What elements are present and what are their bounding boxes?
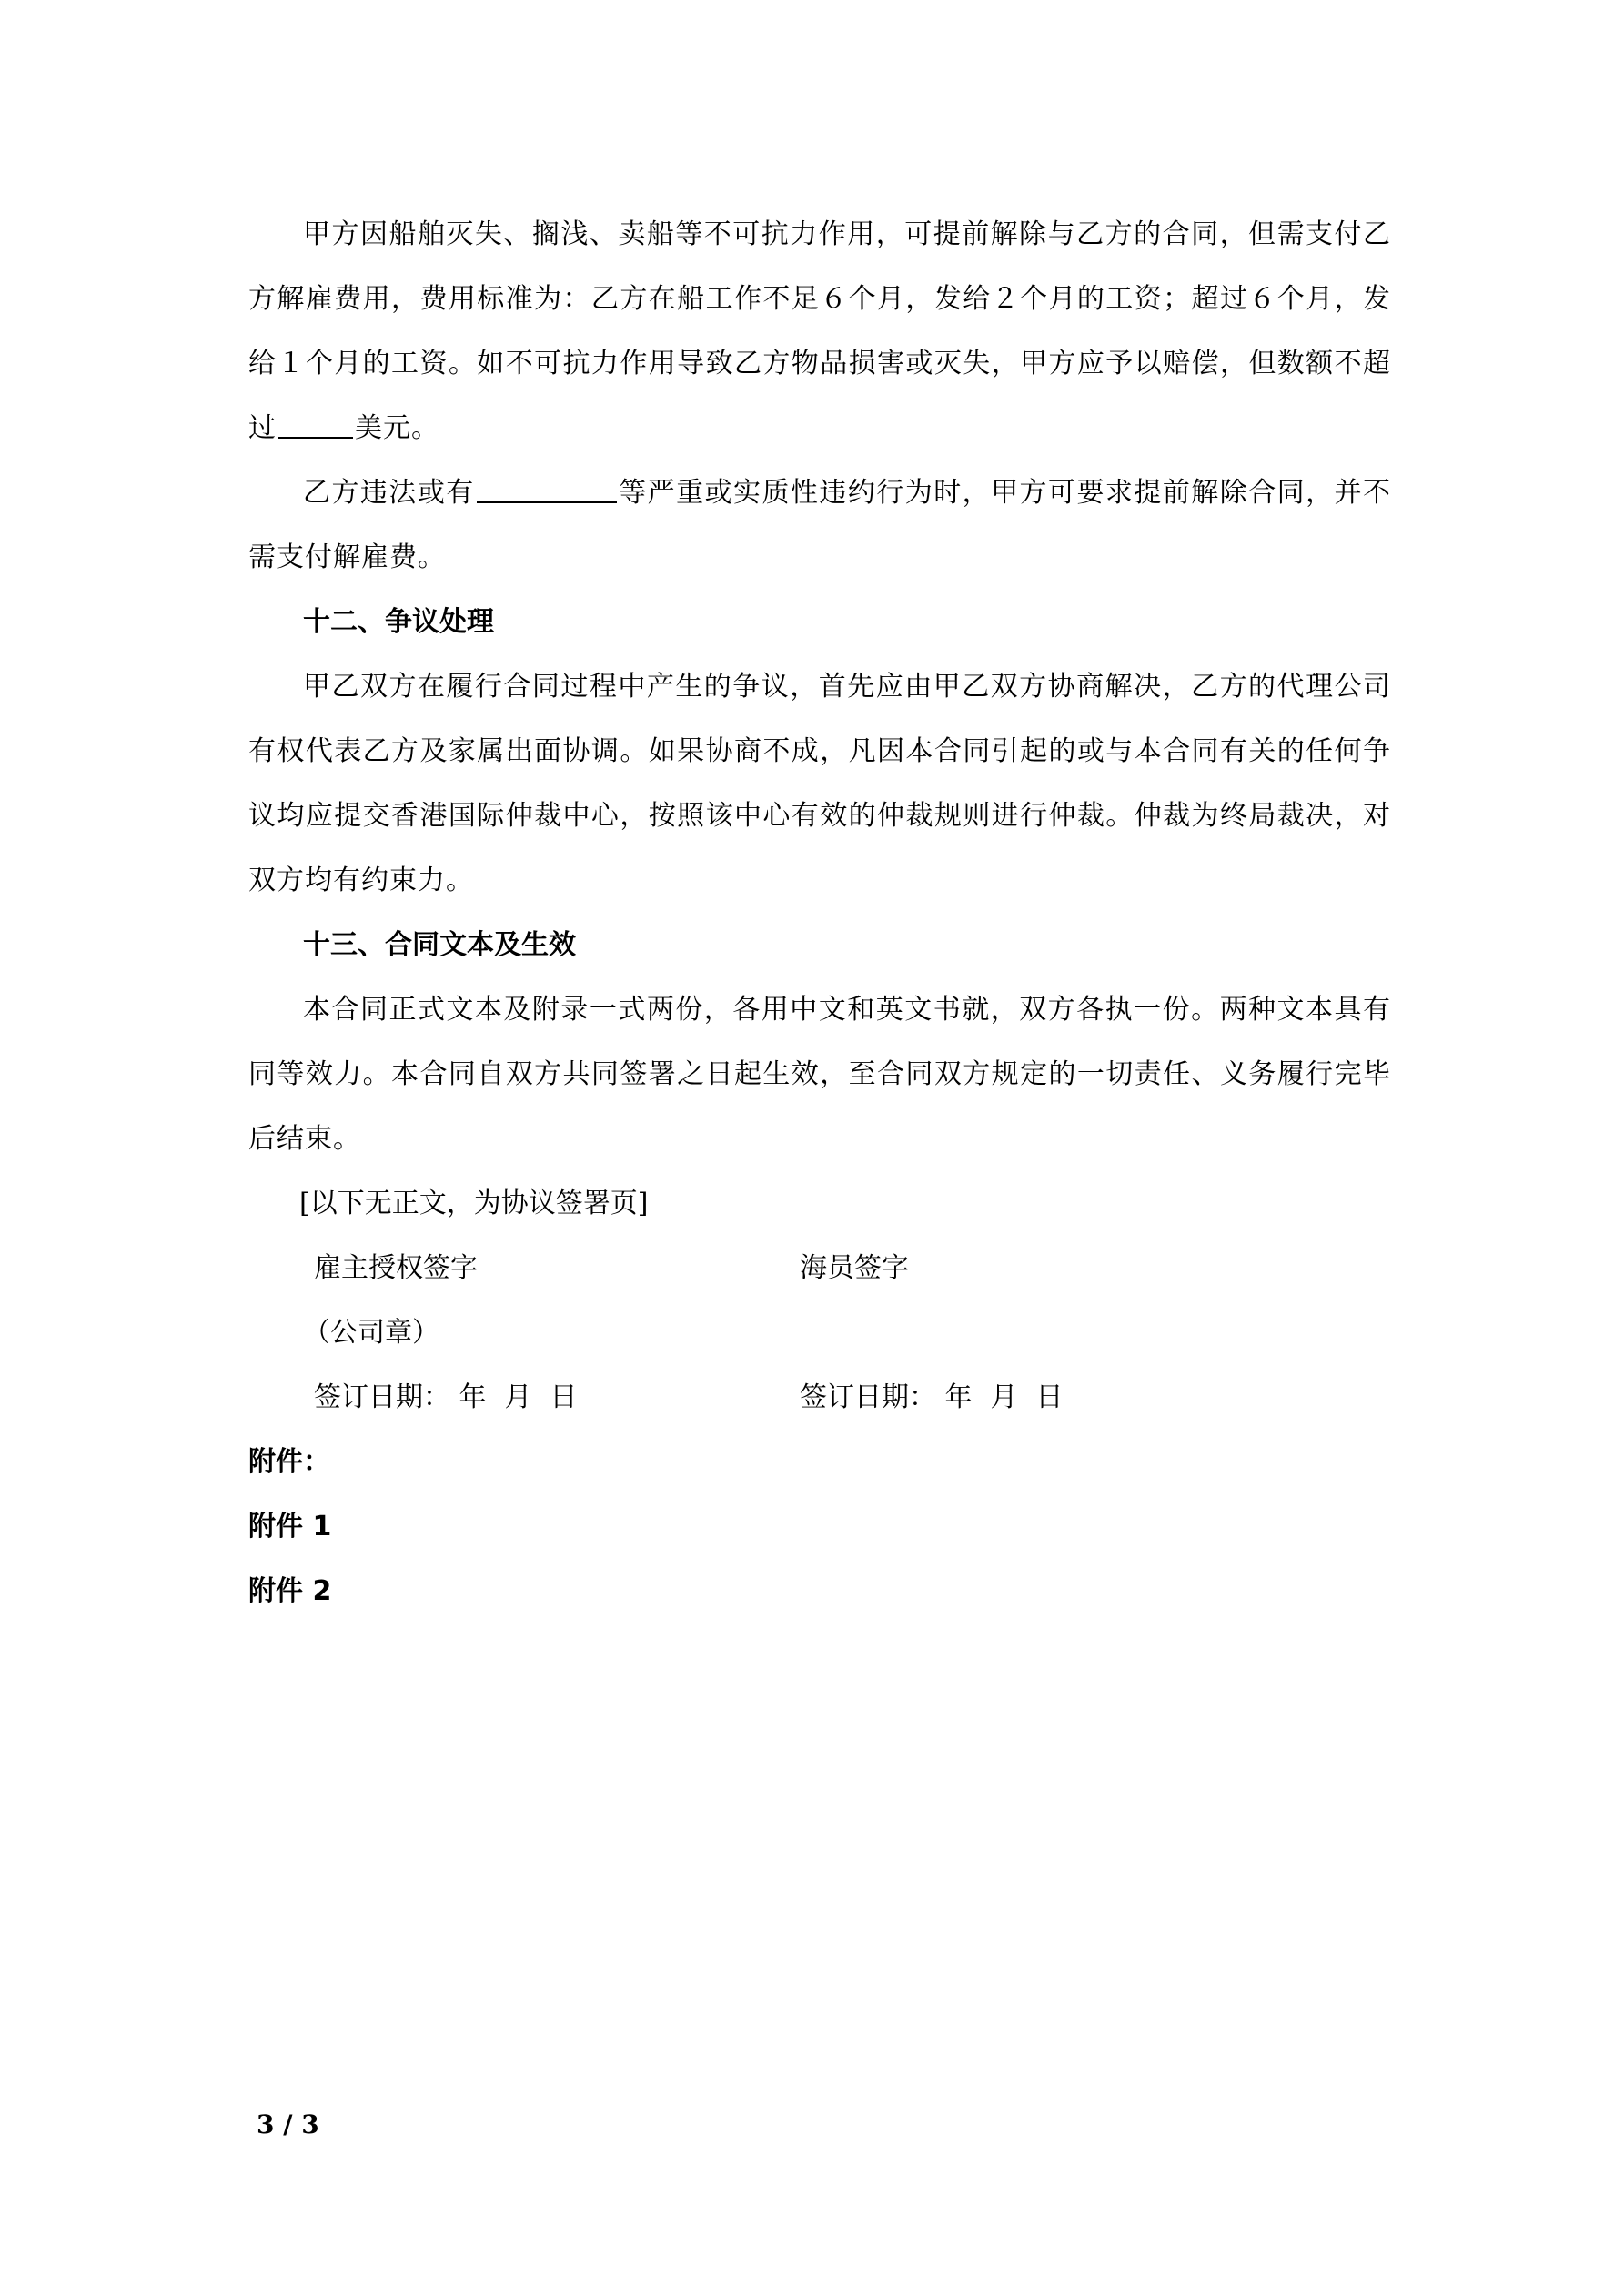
year-label: 年 <box>459 1381 487 1413</box>
end-of-text-note: [以下无正文，为协议签署页] <box>299 1188 649 1219</box>
breach-blank <box>477 474 617 503</box>
attachments-title: 附件： <box>248 1446 330 1478</box>
signature-labels-row <box>248 1236 1391 1300</box>
effectiveness-heading: 十三、合同文本及生效 <box>303 929 576 961</box>
amount-blank <box>278 410 353 439</box>
breach-paragraph <box>248 460 1391 590</box>
attachment-2: 附件 2 <box>248 1575 332 1607</box>
dispute-body: 甲乙双方在履行合同过程中产生的争议，首先应由甲乙双方协商解决，乙方的代理公司有权代表乙方及家属出面协调。如果协商不成，凡因本合同引起的或与本合同有关的任何争议均应提交香港国际仲裁中心，按照该中心有效的仲裁规则进行仲裁。仲裁为终局裁决，对双方均有约束力。 <box>248 671 1391 896</box>
effectiveness-body: 本合同正式文本及附录一式两份，各用中文和英文书就，双方各执一份。两种文本具有同等效力。本合同自双方共同签署之日起生效，至合同双方规定的一切责任、义务履行完毕后结束。 <box>248 994 1391 1155</box>
page-number: 3 / 3 <box>257 2109 319 2139</box>
company-seal-label: （公司章） <box>303 1317 439 1349</box>
attachment-1: 附件 1 <box>248 1511 332 1542</box>
seafarer-signature-label: 海员签字 <box>800 1252 909 1284</box>
date-label: 签订日期： <box>800 1381 936 1413</box>
month-label: 月 <box>990 1381 1018 1413</box>
breach-text-start: 乙方违法或有 <box>303 477 475 509</box>
document-page <box>248 202 1391 1623</box>
date-label: 签订日期： <box>314 1381 450 1413</box>
year-label: 年 <box>944 1381 973 1413</box>
currency-text: 美元。 <box>355 412 439 444</box>
breach-text-end: 等严重或实质性违约行为时，甲方可要求提前解除合同，并不需支付解雇费。 <box>248 477 1392 573</box>
dispute-heading: 十二、争议处理 <box>303 606 494 638</box>
signing-date-row <box>248 1365 1391 1430</box>
force-majeure-paragraph <box>248 202 1391 460</box>
day-label: 日 <box>550 1381 578 1413</box>
force-majeure-text: 甲方因船舶灭失、搁浅、卖船等不可抗力作用，可提前解除与乙方的合同，但需支付乙方解雇费用，费用标准为：乙方在船工作不足６个月，发给２个月的工资；超过６个月，发给１个月的工资。如不可抗力作用导致乙方物品损害或灭失，甲方应予以赔偿，但数额不超过 <box>248 218 1391 444</box>
day-label: 日 <box>1035 1381 1064 1413</box>
employer-signing-date <box>248 1365 800 1430</box>
seafarer-signing-date <box>800 1365 1391 1430</box>
employer-signature-label: 雇主授权签字 <box>314 1252 478 1284</box>
month-label: 月 <box>504 1381 532 1413</box>
